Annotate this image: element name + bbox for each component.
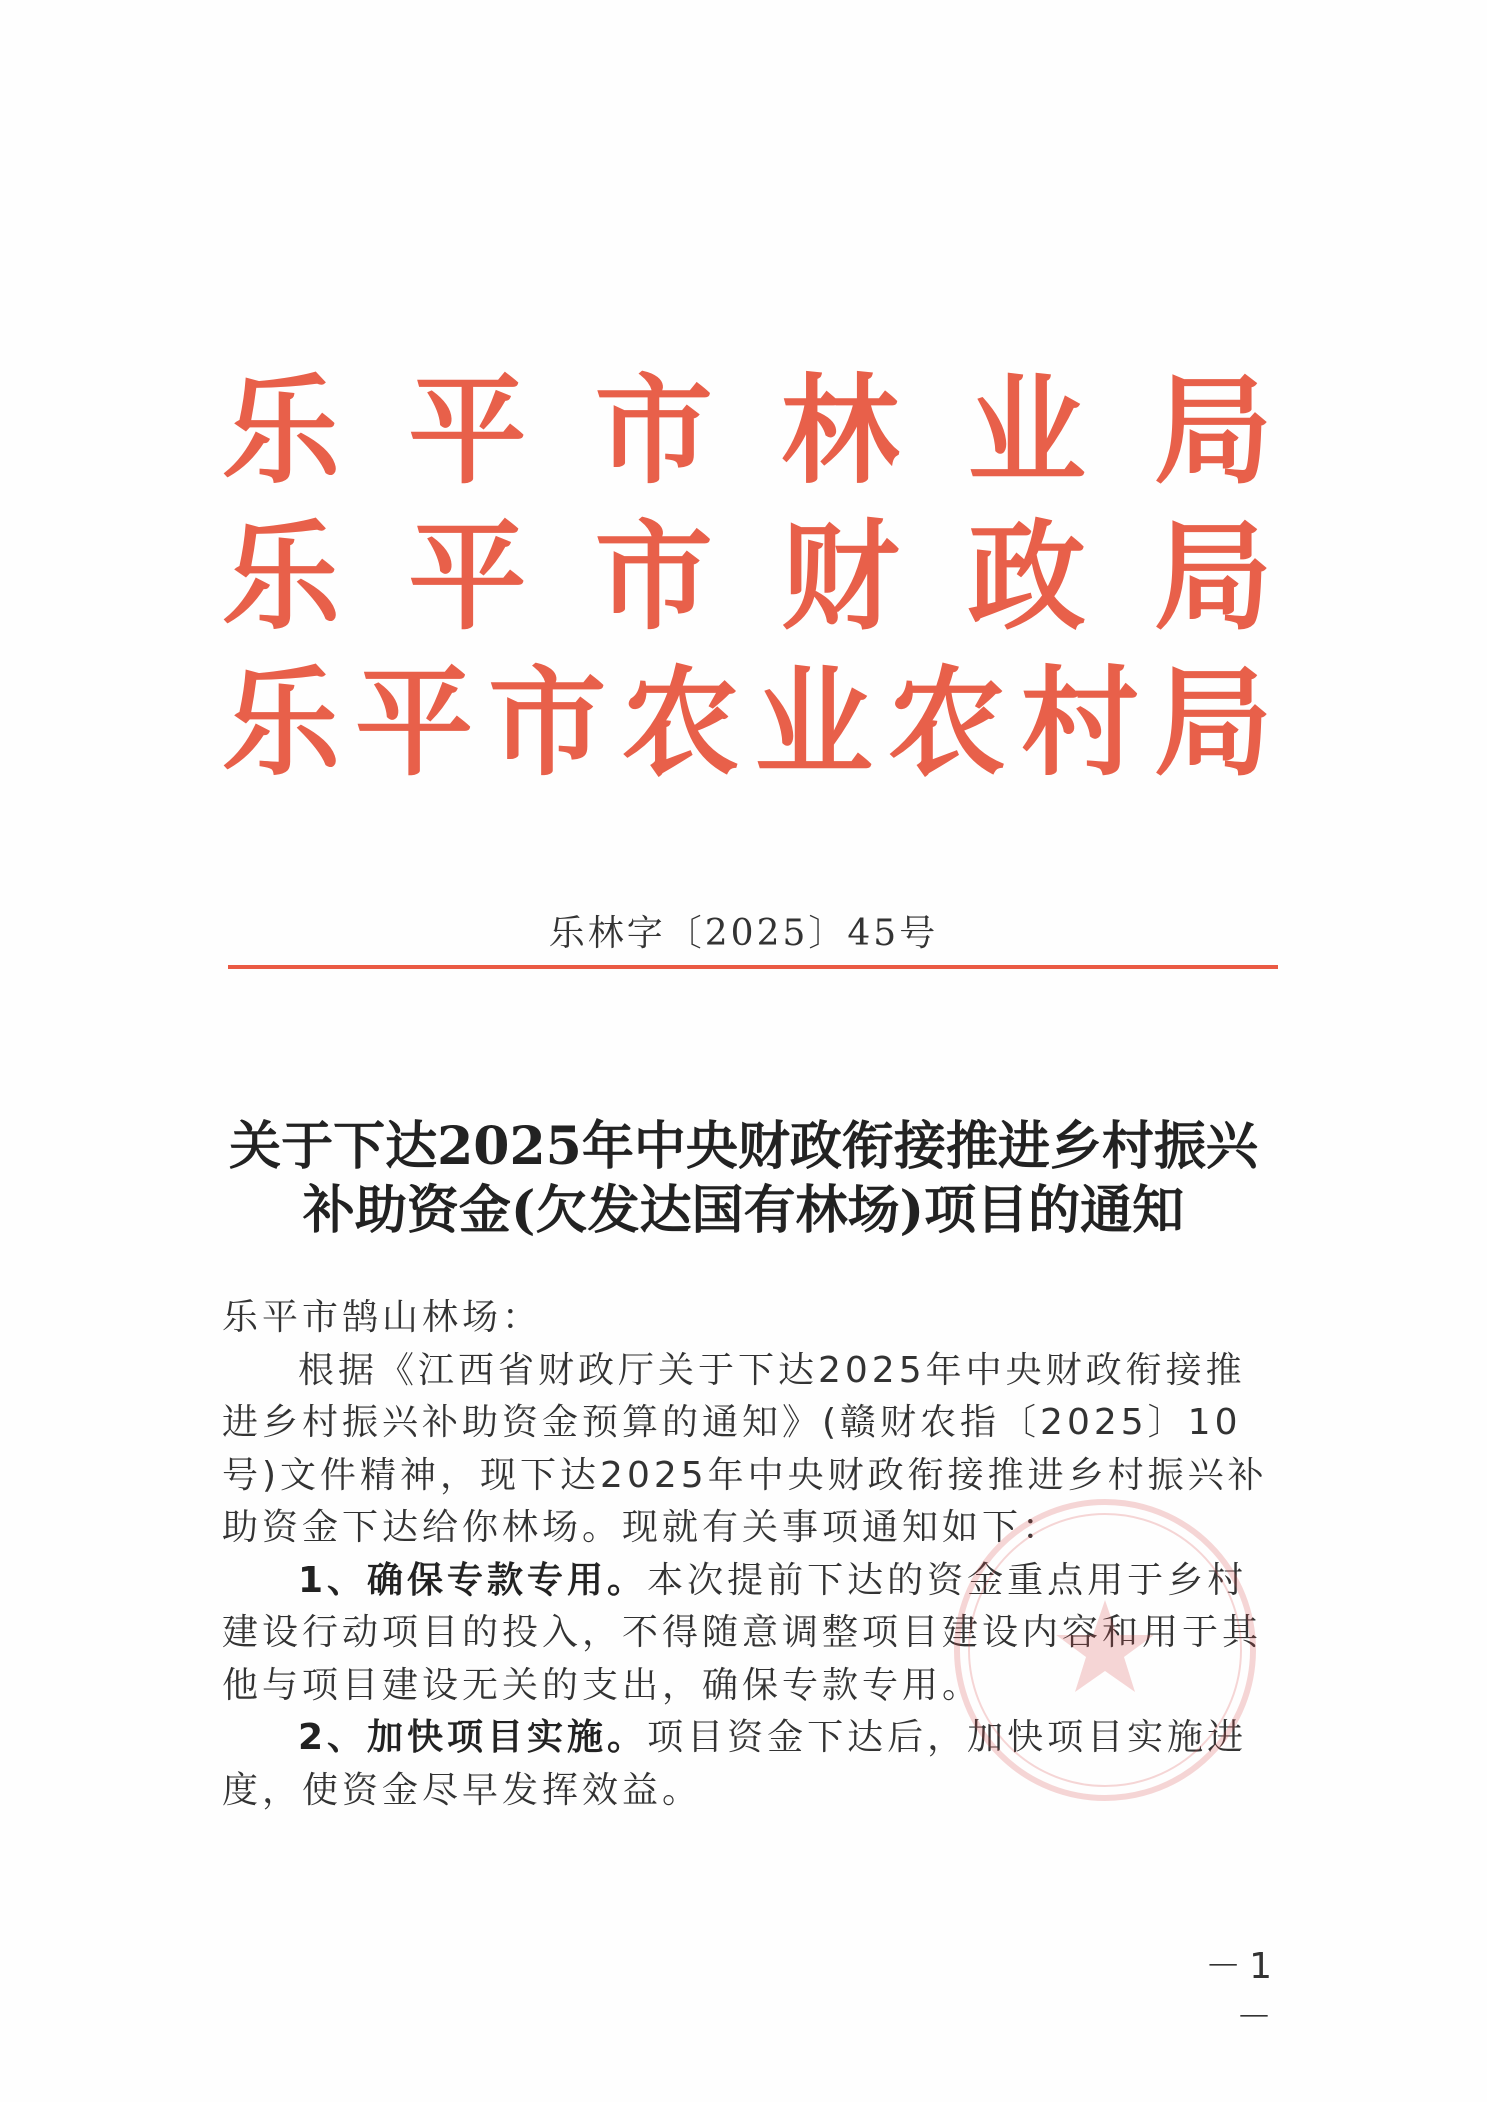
issuer-char: 市 xyxy=(594,507,713,646)
issuer-char: 平 xyxy=(408,507,527,646)
issuer-char: 农 xyxy=(887,653,1006,792)
issuer-char: 政 xyxy=(967,507,1086,646)
letterhead-divider xyxy=(228,965,1278,969)
issuer-char: 局 xyxy=(1153,507,1272,646)
item-2-paragraph xyxy=(222,1712,1278,1817)
issuer-agriculture-bureau xyxy=(222,650,1272,796)
issuer-char: 业 xyxy=(754,653,873,792)
issuer-char: 乐 xyxy=(222,507,341,646)
item-1-heading: 1、确保专款专用。 xyxy=(298,1559,648,1601)
item-2-heading: 2、加快项目实施。 xyxy=(298,1717,648,1758)
intro-paragraph: 根据《江西省财政厅关于下达2025年中央财政衔接推进乡村振兴补助资金预算的通知》(赣财农指〔2025〕10号)文件精神，现下达2025年中央财政衔接推进乡村振兴补助资金下达给你林场。现就有关事项通知如下： xyxy=(222,1349,1268,1548)
page-number: －1－ xyxy=(1205,1946,1280,2038)
issuer-char: 农 xyxy=(621,653,740,792)
issuer-char: 市 xyxy=(594,361,713,500)
issuer-char: 村 xyxy=(1020,653,1139,792)
issuer-char: 平 xyxy=(408,361,527,500)
item-2-text: 项目资金下达后，加快项目实施进度，使资金尽早发挥效益。 xyxy=(222,1717,1248,1811)
item-1-paragraph xyxy=(222,1555,1278,1713)
issuer-char: 局 xyxy=(1153,653,1272,792)
document-title xyxy=(180,1115,1307,1243)
document-number: 乐林字〔2025〕45号 xyxy=(548,913,939,954)
item-1-text: 本次提前下达的资金重点用于乡村建设行动项目的投入，不得随意调整项目建设内容和用于其他与项目建设无关的支出，确保专款专用。 xyxy=(222,1559,1263,1706)
issuer-char: 市 xyxy=(488,653,607,792)
issuer-char: 乐 xyxy=(222,653,341,792)
issuer-char: 局 xyxy=(1153,361,1272,500)
issuer-char: 业 xyxy=(967,361,1086,500)
issuer-char: 乐 xyxy=(222,361,341,500)
issuer-char: 林 xyxy=(781,361,900,500)
addressee: 乐平市鹄山林场： xyxy=(222,1297,543,1338)
title-line-2: 补助资金(欠发达国有林场)项目的通知 xyxy=(302,1180,1185,1241)
issuer-char: 财 xyxy=(781,507,900,646)
issuer-forestry-bureau xyxy=(222,358,1272,504)
document-body xyxy=(222,1292,1278,1817)
issuer-finance-bureau xyxy=(222,504,1272,650)
issuer-char: 平 xyxy=(355,653,474,792)
issuing-agencies xyxy=(222,358,1272,796)
title-line-1: 关于下达2025年中央财政衔接推进乡村振兴 xyxy=(229,1116,1258,1177)
